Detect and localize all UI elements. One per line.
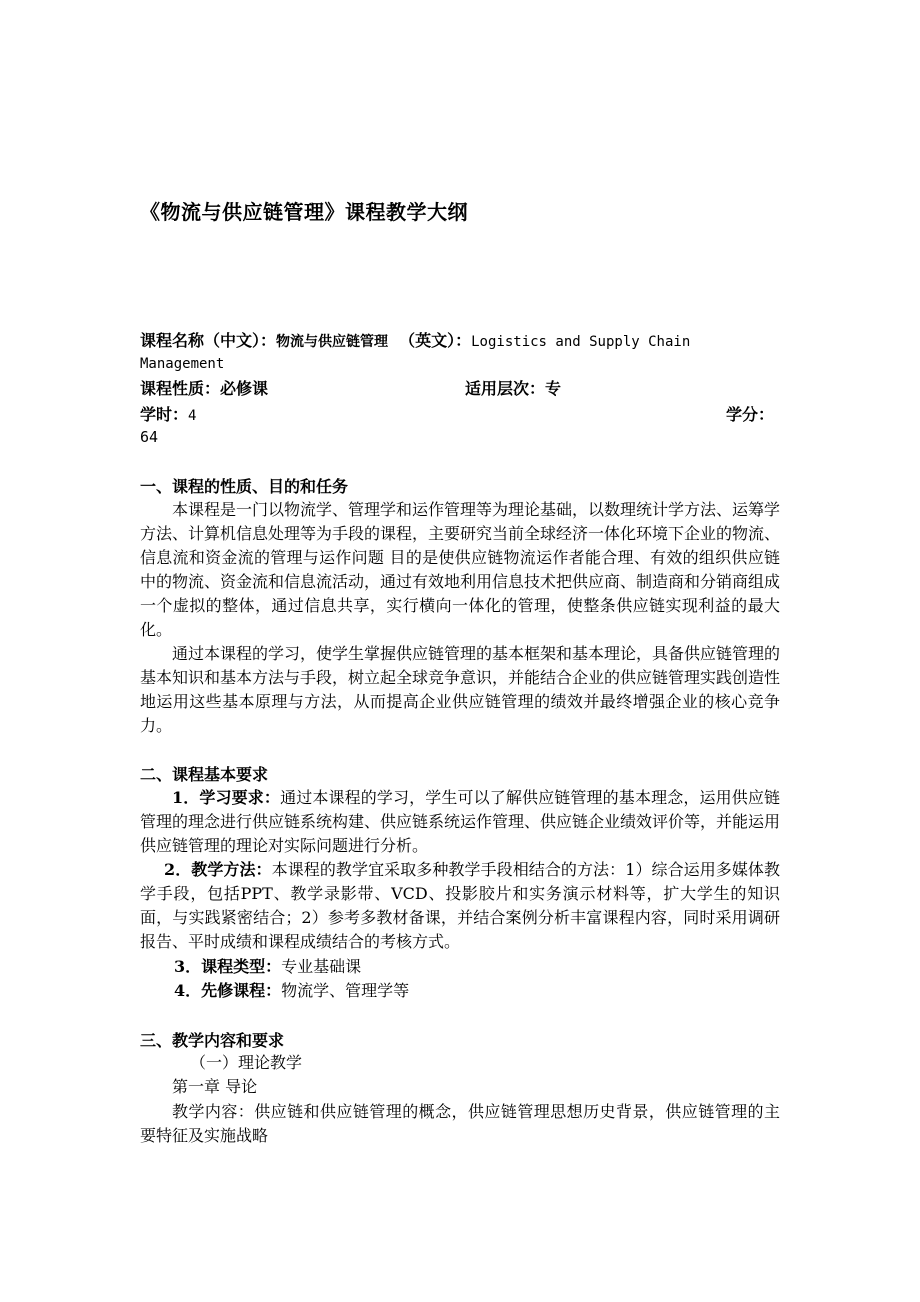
hours-label: 学时： bbox=[140, 405, 189, 424]
nature-value: 必修课 bbox=[220, 379, 269, 398]
course-level-row bbox=[465, 378, 561, 400]
section1-paragraph-1: 本课程是一门以物流学、管理学和运作管理等为理论基础，以数理统计学方法、运筹学方法、计算机信息处理等为手段的课程，主要研究当前全球经济一体化环境下企业的物流、信息流和资金流的管理与运作问题 目的是使供应链物流运作者能合理、有效的组织供应链中的物流、资金流和信息流活动，通过有效地利用信息技术把供应商、制造商和分销商组成一个虚拟的整体，通过信息共享，实行横向一体化的管理，使整条供应链实现利益的最大化。 bbox=[140, 500, 781, 639]
name-en-label: （英文）： bbox=[399, 331, 472, 350]
section1-paragraph-2: 通过本课程的学习，使学生掌握供应链管理的基本框架和基本理论，具备供应链管理的基本知识和基本方法与手段，树立起全球竞争意识，并能结合企业的供应链管理实践创造性地运用这些基本原理与方法，从而提高企业供应链管理的绩效并最终增强企业的核心竞争力。 bbox=[140, 644, 781, 735]
credit-value: 64 bbox=[140, 428, 159, 446]
chapter-1-heading: 第一章 导论 bbox=[172, 1077, 258, 1096]
requirement-prereq-label: 4．先修课程： bbox=[174, 981, 282, 1000]
requirement-method-label: 2．教学方法： bbox=[164, 860, 272, 879]
level-value: 专 bbox=[545, 379, 562, 398]
requirement-study-label: 1．学习要求： bbox=[172, 788, 281, 807]
requirement-method-text: 本课程的教学宜采取多种教学手段相结合的方法：1）综合运用多媒体教学手段，包括PPT、教学录影带、VCD、投影胶片和实务演示材料等，扩大学生的知识面，与实践紧密结合；2）参考多教材备课，并结合案例分析丰富课程内容，同时采用调研报告、平时成绩和课程成绩结合的考核方式。 bbox=[140, 860, 781, 951]
chapter-1-content-label: 教学内容： bbox=[172, 1102, 255, 1121]
requirement-prereq bbox=[174, 980, 409, 1002]
credit-label: 学分： bbox=[726, 405, 775, 424]
name-cn-value: 物流与供应链管理 bbox=[276, 334, 389, 350]
level-label: 适用层次： bbox=[465, 379, 546, 398]
course-name-row bbox=[140, 330, 690, 353]
chapter-1-content-text: 供应链和供应链管理的概念，供应链管理思想历史背景，供应链管理的主要特征及实施战略 bbox=[140, 1102, 780, 1145]
page-title: 《物流与供应链管理》课程教学大纲 bbox=[140, 200, 468, 224]
name-en-value-cont: Management bbox=[140, 356, 225, 372]
requirement-type bbox=[174, 956, 361, 978]
section3-heading: 三、教学内容和要求 bbox=[140, 1031, 285, 1050]
section2-heading: 二、课程基本要求 bbox=[140, 765, 269, 784]
chapter-1-content bbox=[140, 1100, 780, 1148]
subsection-theory: （一）理论教学 bbox=[190, 1053, 303, 1072]
requirement-method bbox=[140, 858, 780, 954]
name-en-value: Logistics and Supply Chain bbox=[471, 334, 691, 350]
requirement-study-text: 通过本课程的学习，学生可以了解供应链管理的基本理念，运用供应链管理的理念进行供应链系统构建、供应链系统运作管理、供应链企业绩效评价等，并能运用供应链管理的理论对实际问题进行分析。 bbox=[140, 788, 781, 855]
requirement-study bbox=[140, 786, 780, 858]
course-hours-row bbox=[140, 404, 196, 427]
nature-label: 课程性质： bbox=[140, 379, 221, 398]
requirement-type-text: 专业基础课 bbox=[281, 957, 362, 976]
name-cn-label: 课程名称（中文）： bbox=[140, 331, 277, 350]
hours-value: 4 bbox=[188, 408, 197, 424]
section1-heading: 一、课程的性质、目的和任务 bbox=[140, 477, 349, 496]
course-nature-row bbox=[140, 378, 268, 400]
requirement-type-label: 3．课程类型： bbox=[174, 957, 282, 976]
requirement-prereq-text: 物流学、管理学等 bbox=[281, 981, 410, 1000]
